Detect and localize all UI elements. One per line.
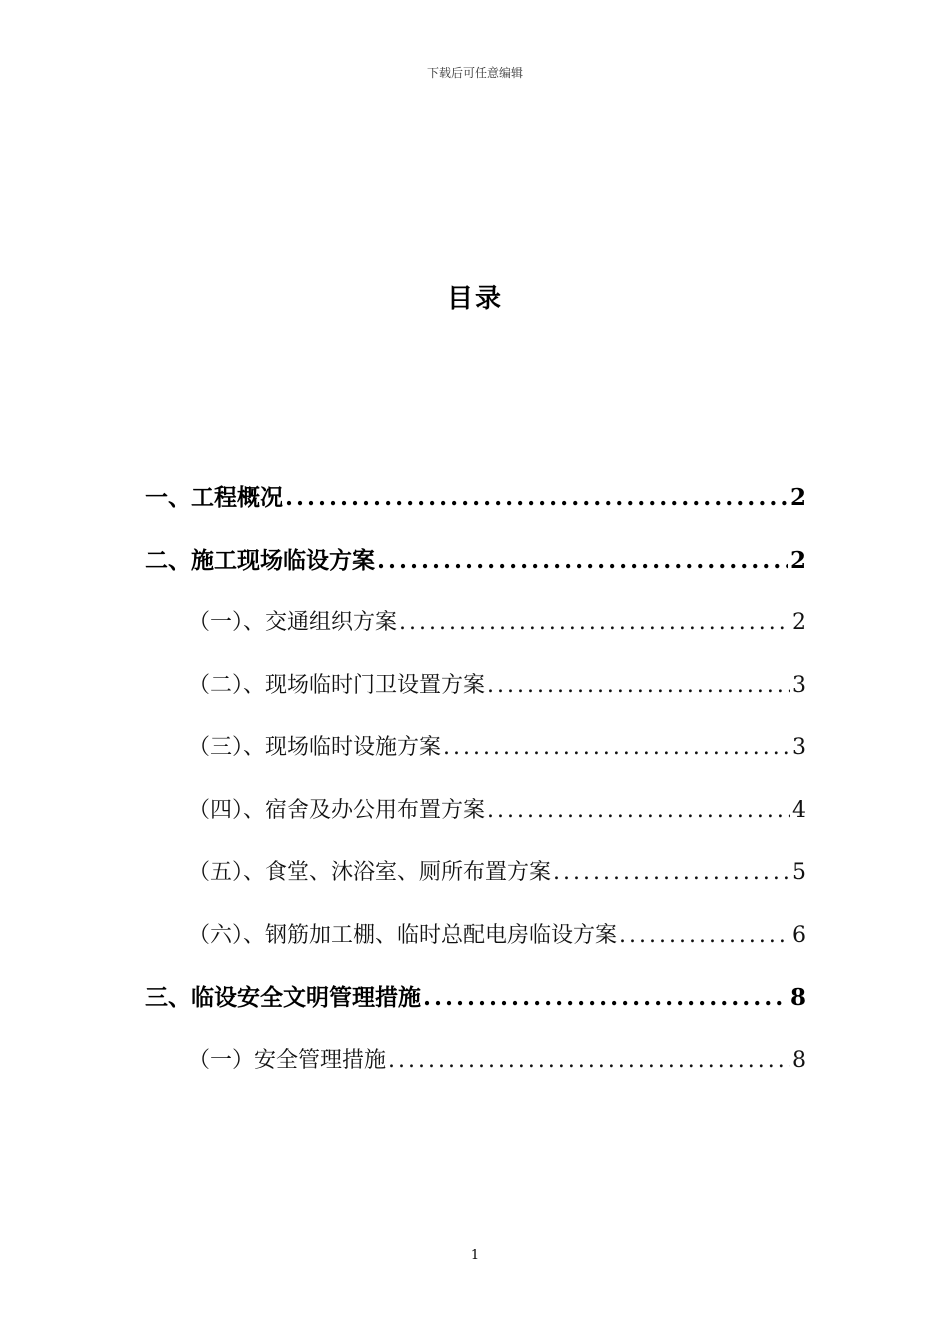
toc-entry-2-1[interactable] <box>145 605 806 668</box>
toc-entry-page: 2 <box>789 484 806 511</box>
toc-entry-label: 一、工程概况 <box>145 484 283 511</box>
toc-dot-leader <box>399 605 790 641</box>
toc-entry-page: 5 <box>792 860 806 885</box>
toc-entry-2-3[interactable] <box>145 730 806 793</box>
toc-entry-page: 3 <box>792 672 806 698</box>
toc-entry-page: 3 <box>792 735 806 760</box>
toc-entry-page: 6 <box>792 922 806 948</box>
toc-entry-label: （四）、宿舍及办公用布置方案 <box>188 797 486 823</box>
page-title: 目录 <box>446 284 503 314</box>
toc-entry-label: 二、施工现场临设方案 <box>145 546 375 574</box>
toc-entry-3-1[interactable] <box>145 1043 806 1106</box>
toc-entry-label: （一）安全管理措施 <box>188 1047 387 1073</box>
toc-dot-leader <box>619 918 790 954</box>
toc-dot-leader <box>553 855 790 891</box>
toc-entry-label: （一）、交通组织方案 <box>188 610 398 635</box>
toc-entry-2-5[interactable] <box>145 855 806 918</box>
toc-entry-label: （五）、食堂、沐浴室、厕所布置方案 <box>188 860 552 885</box>
toc-entry-label: （二）、现场临时门卫设置方案 <box>188 672 486 698</box>
toc-entry-2-2[interactable] <box>145 668 806 731</box>
toc-entry-label: 三、临设安全文明管理措施 <box>145 984 421 1011</box>
toc-entry-page: 4 <box>792 797 806 823</box>
toc-dot-leader <box>285 480 788 516</box>
page-header: 下载后可任意编辑 <box>426 66 523 80</box>
toc-dot-leader <box>388 1043 790 1079</box>
page-number: 1 <box>470 1248 480 1263</box>
toc-dot-leader <box>423 980 788 1016</box>
toc-entry-2-6[interactable] <box>145 918 806 981</box>
table-of-contents <box>145 480 806 1105</box>
toc-entry-2[interactable] <box>145 543 806 606</box>
toc-dot-leader <box>487 793 790 829</box>
toc-entry-1[interactable] <box>145 480 806 543</box>
toc-entry-3[interactable] <box>145 980 806 1043</box>
toc-entry-page: 8 <box>789 984 806 1011</box>
toc-dot-leader <box>443 730 790 766</box>
toc-entry-page: 2 <box>789 546 806 574</box>
toc-entry-label: （三）、现场临时设施方案 <box>188 735 442 760</box>
toc-entry-label: （六）、钢筋加工棚、临时总配电房临设方案 <box>188 922 618 948</box>
toc-dot-leader <box>487 668 790 704</box>
toc-entry-page: 8 <box>792 1047 806 1073</box>
toc-entry-2-4[interactable] <box>145 793 806 856</box>
toc-dot-leader <box>377 543 788 579</box>
toc-entry-page: 2 <box>792 610 806 635</box>
